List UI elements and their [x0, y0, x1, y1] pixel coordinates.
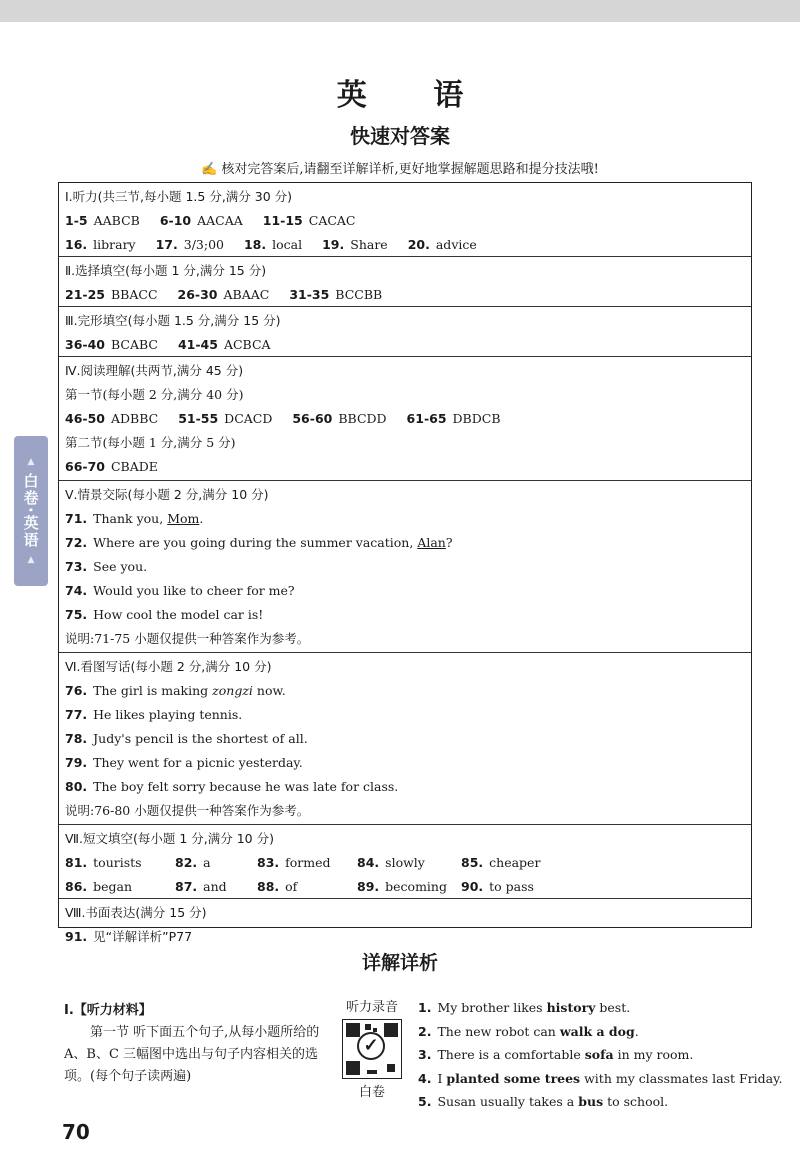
- detail-title: 详解详析: [361, 952, 438, 974]
- answer-row: 66-70 CBADE: [65, 459, 158, 474]
- answer-line: 77. He likes playing tennis.: [65, 707, 243, 722]
- side-tab-label: 白卷·英语: [21, 473, 40, 549]
- qr-sub-label: 白卷: [358, 1085, 385, 1100]
- section-picture-writing: [59, 653, 751, 825]
- check-icon: ✓: [357, 1032, 385, 1060]
- section-note: 说明:76-80 小题仅提供一种答案作为参考。: [65, 803, 310, 818]
- answer-row: 81. tourists 82. a 83. formed 84. slowly 85. cheaper: [65, 855, 541, 870]
- answer-line: 79. They went for a picnic yesterday.: [65, 755, 303, 770]
- answer-row: 1-5 AABCB 6-10 AACAA 11-15 CACAC: [65, 213, 356, 228]
- triangle-up-icon: ▲: [27, 554, 35, 565]
- sentence-line: 5. Susan usually takes a bus to school.: [418, 1094, 669, 1109]
- section-cloze: [59, 307, 751, 357]
- section-header: Ⅳ.阅读理解(共两节,满分 45 分): [65, 363, 244, 378]
- page-title: 英 语: [336, 78, 492, 113]
- section-reading: [59, 357, 751, 481]
- answer-row: 21-25 BBACC 26-30 ABAAC 31-35 BCCBB: [65, 287, 383, 302]
- answer-line: 72. Where are you going during the summer vacation, Alan?: [65, 535, 453, 550]
- section-listening: [59, 183, 751, 257]
- qr-code-icon[interactable]: [342, 1019, 402, 1079]
- section-passage-fill: [59, 825, 751, 899]
- page-subtitle: 快速对答案: [350, 124, 450, 148]
- sentence-line: 2. The new robot can walk a dog.: [418, 1023, 639, 1039]
- section-header: Ⅰ.听力(共三节,每小题 1.5 分,满分 30 分): [65, 189, 293, 204]
- answer-row: 46-50 ADBBC 51-55 DCACD 56-60 BBCDD 61-65 DBDCB: [65, 411, 501, 426]
- answer-line: 91. 见“详解详析”P77: [65, 929, 193, 944]
- answer-line: 71. Thank you, Mom.: [65, 511, 204, 526]
- side-tab: [14, 436, 48, 586]
- sentence-line: 4. I planted some trees with my classmates last Friday.: [418, 1070, 783, 1086]
- listening-instructions: 第一节 听下面五个句子,从每小题所给的 A、B、C 三幅图中选出与句子内容相关的选项。(每个句子读两遍): [64, 1025, 320, 1084]
- answer-key-box: [58, 182, 752, 944]
- answer-line: 74. Would you like to cheer for me?: [65, 583, 295, 598]
- answer-row: 16. library 17. 3/3;00 18. local 19. Share 20. advice: [65, 237, 477, 252]
- listening-tag: Ⅰ.【听力材料】: [64, 1003, 152, 1018]
- answer-line: 73. See you.: [65, 559, 148, 574]
- section-header: Ⅱ.选择填空(每小题 1 分,满分 15 分): [65, 263, 267, 278]
- section-header: Ⅷ.书面表达(满分 15 分): [65, 905, 207, 920]
- section-header: Ⅲ.完形填空(每小题 1.5 分,满分 15 分): [65, 313, 281, 328]
- part-header: 第一节(每小题 2 分,满分 40 分): [65, 387, 244, 402]
- section-dialogue: [59, 481, 751, 653]
- qr-label: 听力录音: [345, 1000, 398, 1015]
- triangle-up-icon: ▲: [27, 457, 35, 468]
- answer-line: 76. The girl is making zongzi now.: [65, 683, 286, 698]
- section-writing: [59, 899, 751, 949]
- part-header: 第二节(每小题 1 分,满分 5 分): [65, 435, 236, 450]
- pen-icon: ✍: [201, 162, 218, 177]
- answer-line: 78. Judy's pencil is the shortest of all.: [65, 731, 308, 746]
- section-header: Ⅵ.看图写话(每小题 2 分,满分 10 分): [65, 659, 272, 674]
- hint-text: ✍ 核对完答案后,请翻至详解详析,更好地掌握解题思路和提分技法哦!: [201, 162, 599, 177]
- answer-line: 75. How cool the model car is!: [65, 607, 264, 622]
- sentence-line: 3. There is a comfortable sofa in my room.: [418, 1047, 694, 1062]
- section-header: Ⅶ.短文填空(每小题 1 分,满分 10 分): [65, 831, 274, 846]
- answer-row: 36-40 BCABC 41-45 ACBCA: [65, 337, 271, 352]
- section-multiple-choice: [59, 257, 751, 307]
- qr-block: [336, 996, 408, 1100]
- listening-sentences: [418, 996, 783, 1114]
- section-header: Ⅴ.情景交际(每小题 2 分,满分 10 分): [65, 487, 269, 502]
- answer-row: 86. began 87. and 88. of 89. becoming 90. to pass: [65, 879, 534, 894]
- sentence-line: 1. My brother likes history best.: [418, 1000, 631, 1015]
- section-note: 说明:71-75 小题仅提供一种答案作为参考。: [65, 631, 310, 646]
- page-number: 70: [62, 1120, 90, 1144]
- answer-line: 80. The boy felt sorry because he was late for class.: [65, 779, 399, 794]
- listening-material: [64, 1000, 334, 1088]
- top-scan-border: [0, 0, 800, 22]
